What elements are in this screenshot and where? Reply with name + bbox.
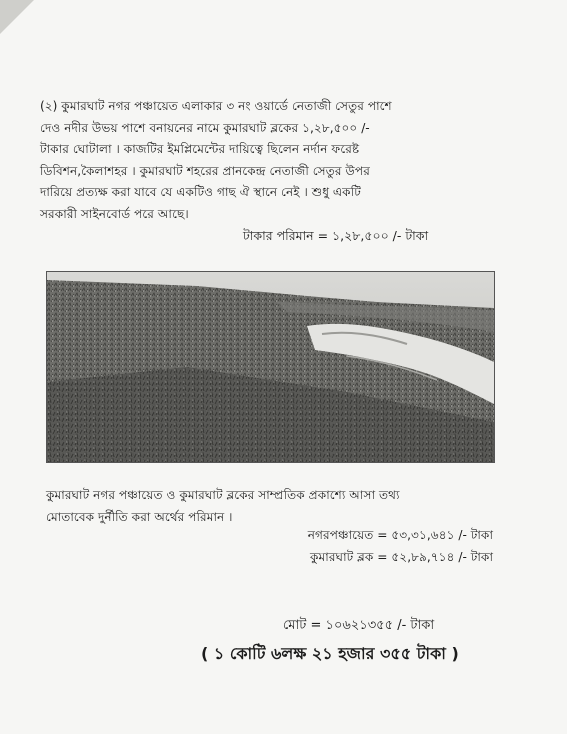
paragraph-1-line: ডিবিশন,কৈলাশহর । কুমারঘাট শহরের প্রানকেন্দ্র নেতাজী সেতুর উপর [40,163,370,178]
figure-kumarghat-block: কুমারঘাট ব্লক = ৫২,৮৯,৭১৪ /- টাকা [310,550,493,564]
paragraph-2-line: মোতাবেক দুর্নীতি করা অর্থের পরিমান । [46,509,233,524]
page-corner-fold [0,0,34,34]
paragraph-1-line: দেও নদীর উভয় পাশে বনায়নের নামে কুমারঘাট ব্লকের ১,২৮,৫০০ /- [40,120,370,135]
amount-line: টাকার পরিমান = ১,২৮,৫০০ /- টাকা [243,228,429,243]
figure-nagar-panchayat: নগরপঞ্চায়েত = ৫৩,৩১,৬৪১ /- টাকা [307,528,493,542]
paragraph-1-line: দারিয়ে প্রত্যক্ষ করা যাবে যে একটিও গাছ ঐ স্থানে নেই । শুধু একটি [40,185,361,199]
paragraph-1 [40,96,495,225]
paragraph-2 [46,485,501,528]
paragraph-1-line: (২) কুমারঘাট নগর পঞ্চায়েত এলাকার ৩ নং ওয়ার্ডে নেতাজী সেতুর পাশে [40,99,392,113]
paragraph-1-line: সরকারী সাইনবোর্ড পরে আছে। [40,206,189,221]
total-amount: মোট = ১০৬২১৩৫৫ /- টাকা [283,618,435,633]
paragraph-2-line: কুমারঘাট নগর পঞ্চায়েত ও কুমারঘাট ব্লকের সাম্প্রতিক প্রকাশ্যে আসা তথ্য [46,488,400,502]
riverbank-photo [46,271,495,463]
paragraph-1-line: টাকার ঘোটালা । কাজটির ইমপ্লিমেন্টের দায়িত্বে ছিলেন নর্দান ফরেষ্ট [40,142,360,156]
total-in-words: ( ১ কোটি ৬লক্ষ ২১ হজার ৩৫৫ টাকা ) [201,644,459,663]
